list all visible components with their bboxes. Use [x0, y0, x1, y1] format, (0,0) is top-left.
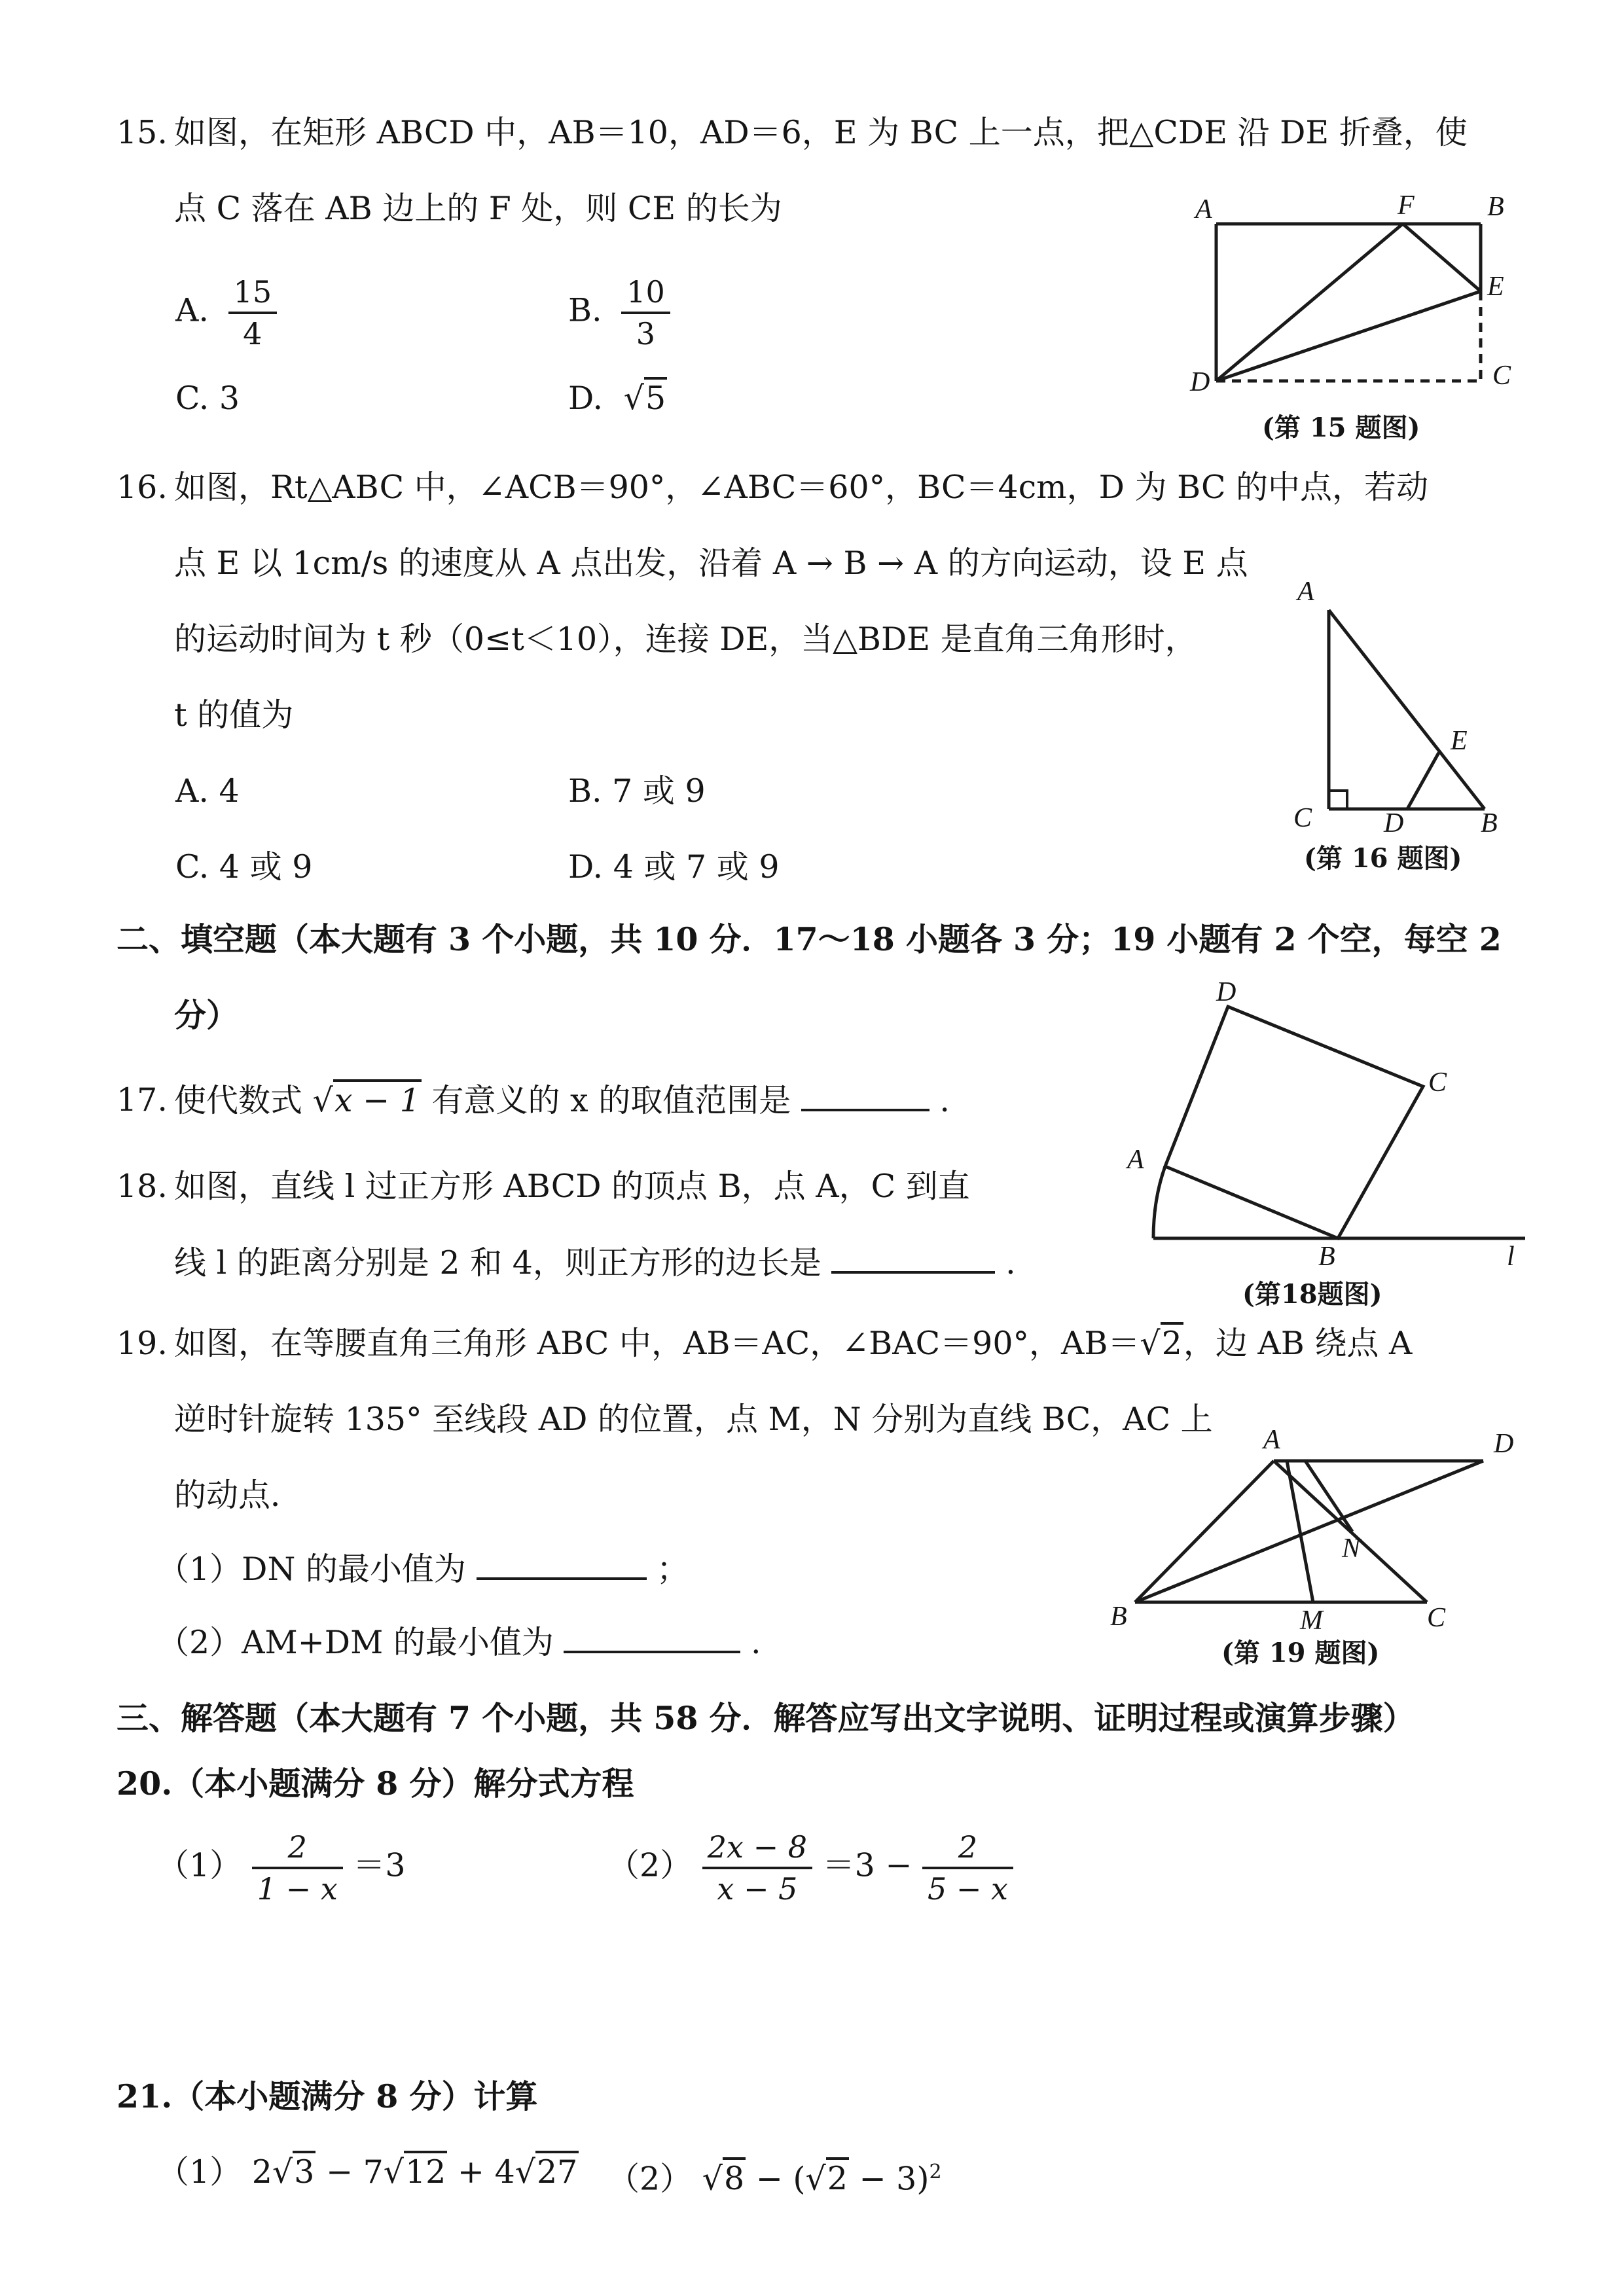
q16-stem-line1: 如图，Rt△ABC 中，∠ACB＝90°，∠ABC＝60°，BC＝4cm，D 为 BC 的中点，若动 — [174, 469, 1429, 506]
q15-label-e: E — [1487, 272, 1504, 302]
q21-part1-coef2: − 7 — [316, 2153, 384, 2191]
q19-sub2-end: . — [750, 1624, 761, 1661]
q16-option-a: A. 4 — [175, 772, 240, 810]
q15-option-a-letter: A. — [175, 291, 209, 329]
q18-label-b: B — [1318, 1242, 1335, 1272]
q21-part2-radicand2: 2 — [826, 2157, 849, 2197]
q21-title: 21.（本小题满分 8 分）计算 — [117, 2077, 538, 2115]
q20-part2-fraction-left — [702, 1829, 812, 1907]
q19-label-m: M — [1300, 1605, 1323, 1636]
q15-option-d-letter: D. — [568, 380, 604, 417]
q16-stem-line2: 点 E 以 1cm/s 的速度从 A 点出发，沿着 A → B → A 的方向运动，设 E 点 — [174, 545, 1248, 582]
q15-label-f: F — [1398, 190, 1415, 221]
q16-label-d: D — [1384, 808, 1404, 838]
q21-part2-text1: − ( — [746, 2160, 806, 2198]
q20-part2-numerator2: 2 — [922, 1829, 1013, 1869]
q18-number: 18. — [117, 1168, 168, 1205]
q21-part1-radicand2: 12 — [404, 2151, 447, 2191]
q20-part2-denominator2: 5 − x — [928, 1871, 1008, 1907]
q17-stem: 使代数式 √x − 1 有意义的 x 的取值范围是 . — [174, 1080, 950, 1121]
q16-option-c: C. 4 或 9 — [175, 848, 313, 886]
q20-part2-numerator: 2x − 8 — [702, 1829, 812, 1869]
q15-option-a-denominator: 4 — [243, 316, 262, 351]
q18-label-d: D — [1216, 977, 1236, 1007]
q17-text-before: 使代数式 — [174, 1082, 303, 1119]
q19-figure-caption: (第 19 题图) — [1221, 1638, 1380, 1668]
q21-part1: （1） 2√3 − 7√12 + 4√27 — [157, 2152, 579, 2193]
q19-radicand: 2 — [1161, 1322, 1183, 1362]
q19-side-ab — [1135, 1461, 1274, 1602]
q16-stem-line3: 的运动时间为 t 秒（0≤t＜10），连接 DE，当△BDE 是直角三角形时， — [174, 620, 1197, 658]
q19-label-a: A — [1263, 1425, 1280, 1455]
q20-part1-numerator: 2 — [252, 1829, 343, 1869]
section2-heading-cont: 分） — [174, 996, 239, 1034]
q19-sub1-text: （1）DN 的最小值为 — [157, 1551, 466, 1588]
q20-part2-label: （2） — [607, 1846, 693, 1884]
q16-option-d: D. 4 或 7 或 9 — [568, 848, 780, 886]
q15-stem-line1: 如图，在矩形 ABCD 中，AB＝10，AD＝6，E 为 BC 上一点，把△CDE 沿 DE 折叠，使 — [174, 114, 1468, 151]
q15-label-a: A — [1195, 194, 1212, 224]
q20-part2 — [607, 1829, 1013, 1907]
q15-number: 15. — [117, 114, 168, 151]
q15-option-b-denominator: 3 — [636, 316, 656, 351]
q16-label-b: B — [1481, 808, 1498, 838]
q16-number: 16. — [117, 469, 168, 506]
q20-part2-fraction-right — [922, 1829, 1013, 1907]
q20-title: 20.（本小题满分 8 分）解分式方程 — [117, 1765, 634, 1803]
q19-label-b: B — [1110, 1602, 1127, 1632]
q21-part2-text2: − 3) — [848, 2160, 929, 2198]
q16-stem-line4: t 的值为 — [174, 696, 294, 734]
section2-heading: 二、填空题（本大题有 3 个小题，共 10 分．17～18 小题各 3 分；19 小题有 2 个空，每空 2 — [117, 920, 1502, 958]
q20-part1-denominator: 1 − x — [257, 1871, 338, 1907]
q21-part2: （2） $√8 - (√2 - 3)^2$ — [607, 2152, 942, 2199]
q21-part1-label: （1） — [157, 2153, 242, 2191]
q19-stem-line1-a: 如图，在等腰直角三角形 ABC 中，AB＝AC，∠BAC＝90°，AB＝ — [174, 1325, 1140, 1362]
q18-label-a: A — [1127, 1145, 1144, 1175]
q21-part1-radicand1: 3 — [293, 2151, 316, 2191]
q18-label-l: l — [1507, 1242, 1515, 1272]
q17-radicand: x − 1 — [333, 1079, 422, 1119]
q17-text-after: 有意义的 x 的取值范围是 — [431, 1082, 791, 1119]
q15-stem-line2: 点 C 落在 AB 边上的 F 处，则 CE 的长为 — [174, 190, 782, 227]
q16-label-c: C — [1293, 803, 1312, 833]
q17-number: 17. — [117, 1081, 168, 1119]
q21-part1-radicand3: 27 — [535, 2151, 579, 2191]
q18-stem-line1: 如图，直线 l 过正方形 ABCD 的顶点 B，点 A，C 到直 — [174, 1168, 970, 1205]
q20-part1-rhs: ＝3 — [353, 1846, 406, 1884]
q20-part1 — [157, 1829, 406, 1907]
q16-label-a: A — [1297, 577, 1314, 607]
q20-part1-fraction — [252, 1829, 343, 1907]
q21-part1-coef1: 2 — [251, 2153, 272, 2191]
q18-figure-caption: (第18题图) — [1242, 1279, 1382, 1310]
q15-option-a-numerator: 15 — [228, 274, 278, 314]
q17-end: . — [939, 1082, 950, 1119]
q19-stem-line2: 逆时针旋转 135° 至线段 AD 的位置，点 M，N 分别为直线 BC，AC 上 — [174, 1401, 1213, 1438]
q15-figure-caption: (第 15 题图) — [1262, 412, 1420, 443]
section3-heading: 三、解答题（本大题有 7 个小题，共 58 分．解答应写出文字说明、证明过程或演算步骤） — [117, 1699, 1415, 1737]
q18-label-c: C — [1428, 1067, 1447, 1098]
q15-option-b-numerator: 10 — [621, 274, 670, 314]
q15-option-d-radicand: 5 — [644, 377, 667, 417]
q19-sub2-text: （2）AM+DM 的最小值为 — [157, 1624, 554, 1661]
q20-part2-mid: ＝3 − — [822, 1846, 912, 1884]
q16-figure-caption: (第 16 题图) — [1304, 843, 1462, 874]
q19-label-d: D — [1494, 1429, 1514, 1459]
q19-stem-line1-b: ，边 AB 绕点 A — [1183, 1325, 1413, 1362]
q19-number: 19. — [117, 1325, 168, 1362]
q19-stem-line1: 如图，在等腰直角三角形 ABC 中，AB＝AC，∠BAC＝90°，AB＝√2，边 AB 绕点 A — [174, 1323, 1412, 1364]
q20-part1-label: （1） — [157, 1846, 242, 1884]
q21-part2-exponent: 2 — [929, 2161, 942, 2183]
q19-stem-line3: 的动点． — [174, 1477, 303, 1514]
q16-label-e: E — [1451, 726, 1468, 756]
q15-label-c: C — [1492, 361, 1511, 391]
q19-sub1-end: ； — [657, 1551, 689, 1588]
q15-option-b-letter: B. — [568, 291, 602, 329]
q18-stem-line2-text: 线 l 的距离分别是 2 和 4，则正方形的边长是 — [174, 1244, 821, 1282]
q15-label-d: D — [1190, 367, 1210, 397]
q15-label-b: B — [1487, 192, 1504, 222]
q18-end: . — [1005, 1244, 1016, 1282]
q15-option-c: C. 3 — [175, 380, 240, 417]
q16-option-b: B. 7 或 9 — [568, 772, 706, 810]
q15-option-d: D. √5 — [568, 378, 667, 419]
q21-part2-radicand1: 8 — [723, 2157, 746, 2197]
q21-part2-label: （2） — [607, 2160, 693, 2198]
q21-part1-coef3: + 4 — [447, 2153, 515, 2191]
q19-label-c: C — [1427, 1603, 1446, 1633]
q19-label-n: N — [1342, 1534, 1361, 1564]
q20-part2-denominator: x − 5 — [717, 1871, 798, 1907]
